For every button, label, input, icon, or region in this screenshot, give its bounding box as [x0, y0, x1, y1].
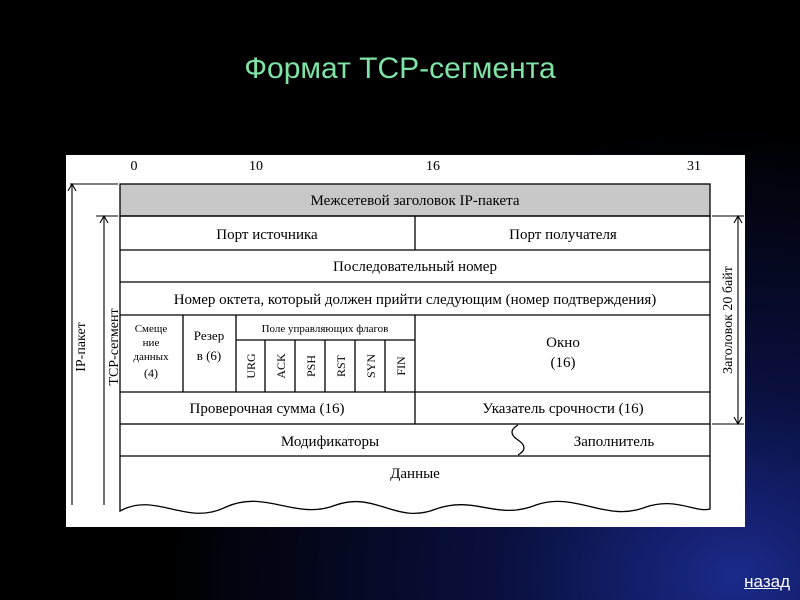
window-line-1: Окно: [546, 335, 580, 351]
ack-number-label: Номер октета, который должен прийти следующим (номер подтверждения): [173, 292, 657, 308]
flags-title: Поле управляющих флагов: [261, 323, 389, 335]
flag-syn: SYN: [364, 353, 378, 379]
padding-label: Заполнитель: [573, 434, 655, 450]
data-offset-line-4: (4): [144, 366, 158, 380]
flag-fin: FIN: [394, 356, 408, 376]
tcp-segment-label: TCP-сегмент: [107, 308, 122, 386]
tcp-header-table: [120, 216, 710, 424]
data-offset-line-1: Смеще: [134, 323, 168, 335]
urgent-pointer-label: Указатель срочности (16): [482, 401, 644, 417]
bit-position-16: 16: [426, 159, 440, 174]
data-section: [120, 456, 710, 513]
tcp-segment-diagram: [66, 155, 745, 527]
slide-title: Формат TCP-сегмента: [244, 52, 556, 85]
flag-ack: ACK: [274, 353, 288, 379]
data-offset-line-3: данных: [133, 351, 169, 363]
flag-rst: RST: [334, 354, 348, 378]
bit-position-10: 10: [249, 159, 263, 174]
data-label: Данные: [390, 466, 440, 482]
options-label: Модификаторы: [280, 434, 380, 450]
source-port-label: Порт источника: [216, 227, 318, 243]
ip-packet-label: IP-пакет: [74, 322, 89, 372]
back-link[interactable]: назад: [744, 572, 790, 591]
bit-position-0: 0: [130, 159, 138, 174]
header-size-label: Заголовок 20 байт: [721, 266, 736, 374]
checksum-label: Проверочная сумма (16): [189, 401, 345, 417]
reserved-line-2: в (6): [196, 348, 222, 363]
bit-position-31: 31: [687, 159, 701, 174]
window-line-2: (16): [550, 355, 576, 371]
sequence-number-label: Последовательный номер: [333, 259, 497, 275]
flag-urg: URG: [244, 353, 258, 379]
ip-header-label: Межсетевой заголовок IP-пакета: [310, 193, 520, 209]
data-offset-line-2: ние: [142, 337, 160, 349]
dest-port-label: Порт получателя: [509, 227, 617, 243]
flag-psh: PSH: [304, 354, 318, 378]
reserved-line-1: Резер: [193, 328, 225, 343]
